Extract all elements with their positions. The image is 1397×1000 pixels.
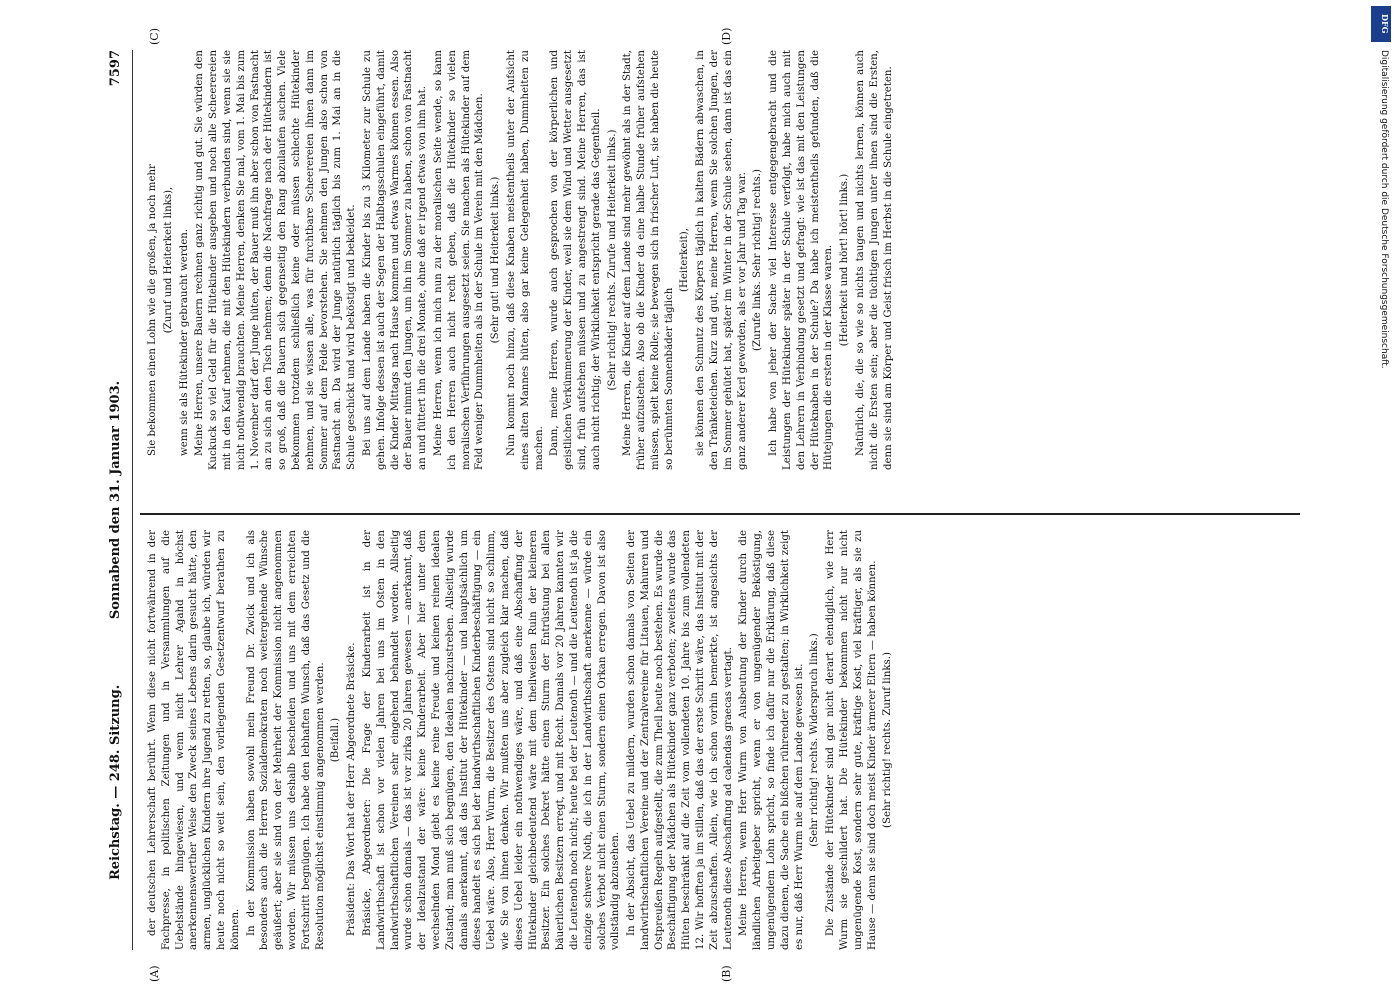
margin-marker-d: (D) — [720, 27, 733, 45]
paragraph: Präsident: Das Wort hat der Herr Abgeordnete Bräsicke. — [346, 642, 358, 936]
header-rule — [132, 50, 133, 950]
paragraph: (Heiterkeit und hört! hört! links.) — [839, 173, 851, 347]
paragraph: (Sehr richtig! rechts. Widerspruch links.) — [809, 633, 821, 847]
paragraph: Sie bekommen einen Lohn wie die großen, ja noch mehr — [147, 164, 158, 456]
digitization-credit: Digitalisierung gefördert durch die Deutsche Forschungsgemeinschaft. — [1379, 50, 1389, 369]
paragraph: Natürlich, die, die so wie so nichts taugen und nichts lernen, können auch nicht die Ersten sein; aber die tüchtigen Jungen unter ihnen sind die Ersten, denn sie sind am Körper und Geist frisch im Herbst in die Schule eingetreten. — [855, 50, 894, 470]
paragraph: Bräsicke, Abgeordneter: Die Frage der Kinderarbeit ist in der Landwirthschaft ist schon vor vielen Jahren bei uns im Osten in den landwirthschaftlichen Vereinen sehr eingehend behandelt worden. Allseitig wurde schon damals — das ist vor zirka 20 Jahren gewesen — anerkannt, daß der Idealzustand der wäre: keine Kinderarbeit. Aber hier unter dem wechselnden Mond giebt es keine reine Freude und keinen reinen idealen Zustand; man muß sich begnügen, den Idealen nachzustreben. Allseitig wurde damals anerkannt, daß das Institut der Hütekinder — und hauptsächlich um dieses handelt es sich bei der landwirthschaftlichen Kinderbeschäftigung — ein Uebel wäre. Also, Herr Wurm, die Besitzer des Ostens sind nicht so schlimm, wie Sie von ihnen denken. Wir mußten uns aber zugleich klar machen, daß dieses Uebel leider ein nothwendiges wäre, und daß eine Abschaffung der Hütekinder gleichbedeutend wäre mit dem theilweisen Ruin der kleineren Besitzer. Ein solches Dekret hätte einen Sturm der Entrüstung bei allen bäuerlichen Besitzern erregt, und mit Recht. Damals vor 20 Jahren kannten wir die Leutenoth noch nicht; heute bei der Leutenoth — und die Leutenoth ist ja die einzige schwere Noth, die ich in der Landwirthschaft anerkenne — würde ein solches Verbot nicht einen Sturm, sondern einen Orkan erregen. Davon ist also vollständig abzusehen. — [361, 530, 622, 950]
paragraph: In der Kommission haben sowohl mein Freund Dr. Zwick und ich als besonders auch die Herren Sozialdemokraten noch weitergehende Wünsche geäußert; aber sie sind von der Mehrheit der Kommission nicht angenommen worden. Wir müssen uns deshalb bescheiden und uns mit dem erreichten Fortschritt begnügen. Ich habe den lebhaften Wunsch, daß das Gesetz und die Resolution möglichst einstimmig angenommen werden. — [245, 530, 326, 950]
paragraph: Meine Herren, die Kinder auf dem Lande sind mehr gewöhnt als in der Stadt, früher aufzustehen. Also ob die Kinder da eine halbe Stunde früher aufstehen müssen, spielt keine Rolle; sie bewegen sich in frischer Luft, sie haben die heute so berühmten Sonnenbäder täglich — [622, 50, 675, 470]
right-column — [146, 50, 897, 470]
paragraph: Die Zustände der Hütekinder sind gar nicht derart elendiglich, wie Herr Wurm sie geschildert hat. Die Hütekinder bekommen nicht nur nicht ungenügende Kost, sondern sehr gute, kräftige Kost, viel kräftiger, als sie zu Hause — denn sie sind doch meist Kinder ärmerer Eltern — haben können. — [825, 530, 878, 950]
margin-marker-c: (C) — [148, 28, 161, 45]
header-date: Sonnabend den 31. Januar 1903. — [108, 380, 123, 620]
left-column — [146, 530, 897, 950]
paragraph: In der Absicht, das Uebel zu mildern, wurden schon damals von Seiten der landwirthschaftlichen Vereine und der Zentralvereine für Litauen, Mahuren und Ostpreußen Regeln aufgestellt, die zum Theil heute noch bestehen. Es wurde die Beschäftigung der Mädchen als Hütekinder ganz verboten; zweitens wurde das Hüten beschränkt auf die Zeit vom vollendeten 10. Jahre bis zum vollendeten 12. Wir hofften ja im stillen, daß das der erste Schritt wäre, das Institut mit der Zeit abzuschaffen. Allein, wie ich schon vorhin bemerkte, ist angesichts der Leutenoth diese Abschaffung ad calendas graecas vertagt. — [626, 530, 734, 950]
paragraph: (Heiterkeit), — [679, 228, 691, 292]
paragraph: (Sehr gut! und Heiterkeit links.) — [490, 176, 502, 344]
paragraph: (Beifall.) — [330, 717, 342, 763]
paragraph: Meine Herren, wenn ich mich nun zu der moralischen Seite wende, so kann ich den Herren auch nicht recht geben, daß die Hütekinder so vielen moralischen Verführungen ausgesetzt seien. Sie machen als Hütekinder auf dem Feld weniger Dummheiten als in der Schule im Verein mit den Mädchen. — [432, 50, 486, 470]
paragraph: Ich habe von jeher der Sache viel Interesse entgegengebracht und die Leistungen der Hütekinder später in der Schule verfolgt, habe mich auch mit den Lehrern in Verbindung gesetzt und gefragt: wie ist das mit den Leistungen der Hüteknaben in der Schule? Da habe ich meistentheils gefunden, daß die Hütejungen die ersten in der Klasse waren. — [768, 50, 835, 470]
margin-marker-b: (B) — [720, 965, 733, 982]
paragraph: wenn sie als Hütekinder gebraucht werden. — [178, 228, 190, 456]
column-divider — [140, 513, 1300, 515]
paragraph: (Zuruf und Heiterkeit links), — [162, 186, 174, 334]
digitization-sidebar — [1369, 0, 1395, 1000]
paragraph: sie können den Schmutz des Körpers täglich in kalten Bädern abwaschen, in den Tränketeichen. Kurz und gut, meine Herren, wenn Sie solchen Jungen, der im Sommer gehütet hat, später im Winter in der Schule sehen, dann ist das ein ganz anderer Kerl geworden, als er vor Jahr und Tag war. — [695, 50, 748, 470]
paragraph: Dann, meine Herren, wurde auch gesprochen von der körperlichen und geistlichen Verkümmerung der Kinder, weil sie dem Wind und Wetter ausgesetzt sind, früh aufstehen müssen und zu angestrengt sind. Meine Herren, das ist auch nicht richtig; der Wirklichkeit entspricht gerade das Gegentheil. — [549, 50, 602, 470]
paragraph: Meine Herren, unsere Bauern rechnen ganz richtig und gut. Sie würden den Kuckuck so viel Geld für die Hütekinder ausgeben und noch alle Scheerereien mit in den Kauf nehmen, die mit den Hütekindern verbunden sind, wenn sie sie nicht nothwendig brauchten. Meine Herren, denken Sie mal, vom 1. Mai bis zum 1. November darf der Junge hüten, der Bauer muß ihn aber schon von Fastnacht an zu sich an den Tisch nehmen; denn die Nachfrage nach der Hütekindern ist so groß, daß die Bauern sich gegenseitig den Rang abzulaufen suchen. Viele bekommen trotzdem schließlich keine oder müssen schlechte Hütekinder nehmen, und sie wissen alle, was für furchtbare Scheerereien ihnen dann im Sommer auf dem Felde bevorstehen. Sie nehmen den Jungen also schon von Fastnacht an. Da wird der Junge natürlich täglich bis zum 1. Mai an in die Schule geschickt und wird beköstigt und bekleidet. — [194, 50, 358, 470]
paragraph: Nun kommt noch hinzu, daß diese Knaben meistentheils unter der Aufsicht eines alten Mannes hüten, also gar keine Gelegenheit haben, Dummheiten zu machen. — [505, 50, 545, 470]
dfg-logo: DFG — [1371, 6, 1391, 42]
paragraph: (Sehr richtig! rechts. Zurufe und Heiterkeit links.) — [606, 129, 618, 391]
page-number: 7597 — [108, 50, 123, 87]
margin-marker-a: (A) — [148, 965, 161, 982]
paragraph: (Zurufe links. Sehr richtig! rechts.) — [752, 168, 764, 352]
paragraph: Bei uns auf dem Lande haben die Kinder bis zu 3 Kilometer zur Schule zu gehen. Infolge dessen ist auch der Segen der Halbtagsschulen eingeführt, damit die Kinder Mittags nach Hause kommen und etwas Warmes können essen. Also der Bauer nimmt den Jungen, um ihn im Sommer zu haben, schon von Fastnacht an und füttert ihn die drei Monate, ohne daß er irgend etwas von ihm hat. — [361, 50, 429, 470]
rotated-page-content — [100, 10, 1310, 990]
header-chamber: Reichstag. — 248. Sitzung. — [108, 684, 123, 880]
paragraph: Meine Herren, wenn Herr Wurm von Ausbeutung der Kinder durch die ländlichen Arbeitgeber spricht, wenn er von ungenügender Beköstigung, ungenügendem Lohn spricht, so finde ich dafür nur die Erklärung, daß diese dazu dienen, die Sache ein bißchen rührender zu gestalten; in Wirklichkeit zeigt es nur, daß Herr Wurm nie auf dem Lande gewesen ist. — [738, 530, 805, 950]
paragraph: der deutschen Lehrerschaft berührt. Wenn diese nicht fortwährend in der Fachpresse, in politischen Zeitungen und in Versammlungen auf die Uebelstände hingewiesen, und wenn nicht Lehrer Agahd in höchst anerkennenswerther Weise den Zweck seines Lebens darin gesucht hätte, den armen, unglücklichen Kindern ihre Jugend zu retten, so, glaube ich, würden wir heute noch nicht so weit sein, den vorliegenden Gesetzentwurf berathen zu können. — [147, 530, 241, 950]
paragraph: (Sehr richtig! rechts. Zuruf links.) — [882, 652, 894, 828]
